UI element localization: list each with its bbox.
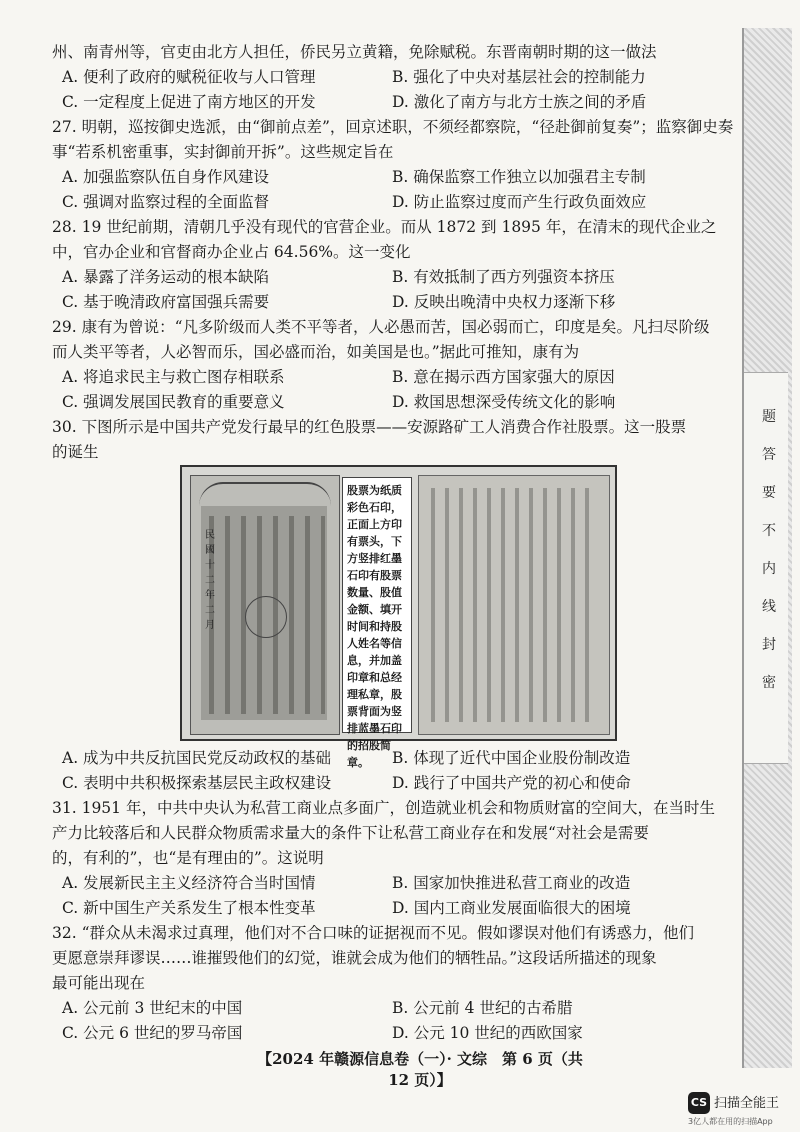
stock-caption: 股票为纸质彩色石印，正面上方印有票头，下方竖排红墨石印有股票数量、股值金额、填开时间和持股人姓名等信息，并加盖印章和总经理私章，股票背面为竖排蓝墨石印的招股简章。 (342, 477, 412, 733)
option-b: B. 国家加快推进私营工商业的改造 (392, 874, 631, 892)
q26-options-row1 (52, 65, 732, 90)
page-footer: 【2024 年赣源信息卷（一）· 文综 第 6 页（共 12 页）】 (257, 1050, 583, 1089)
camscanner-icon: CS (688, 1092, 710, 1114)
q29-stem-1: 29. 康有为曾说：“凡多阶级而人类不平等者，人必愚而苦，国必弱而亡，印度是矣。凡扫尽阶级 (52, 318, 710, 336)
stock-date-label: 民國十二年二月 (205, 530, 215, 631)
seal-char: 封 (762, 637, 776, 653)
stock-front-image (190, 475, 340, 735)
option-a: A. 便利了政府的赋税征收与人口管理 (62, 68, 316, 86)
q30-options-row2 (52, 771, 732, 796)
option-b: B. 确保监察工作独立以加强君主专制 (392, 168, 646, 186)
q28-stem-1: 28. 19 世纪前期，清朝几乎没有现代的官营企业。而从 1872 到 1895 年，在清末的现代企业之 (52, 218, 717, 236)
q29-options-row2 (52, 390, 732, 415)
q28-options-row2 (52, 290, 732, 315)
q32-stem-1: 32. “群众从未渴求过真理，他们对不合口味的证据视而不见。假如谬误对他们有诱惑力，他们 (52, 924, 695, 942)
option-b: B. 意在揭示西方国家强大的原因 (392, 368, 615, 386)
seal-char: 内 (762, 561, 776, 577)
q26-stem: 州、南青州等，官吏由北方人担任，侨民另立黄籍，免除赋税。东晋南朝时期的这一做法 (52, 43, 657, 61)
seal-char: 不 (762, 523, 776, 539)
seal-line-notice (758, 398, 780, 702)
option-d: D. 践行了中国共产党的初心和使命 (392, 774, 631, 792)
option-a: A. 发展新民主主义经济符合当时国情 (62, 874, 316, 892)
option-b: B. 体现了近代中国企业股份制改造 (392, 749, 631, 767)
option-d: D. 国内工商业发展面临很大的困境 (392, 899, 631, 917)
option-c: C. 表明中共积极探索基层民主政权建设 (62, 774, 332, 792)
questions-26-30 (52, 40, 732, 465)
q27-stem-1: 27. 明朝，巡按御史选派，由“御前点差”，回京述职，不须经都察院，“径赴御前复奏”；监察御史奏 (52, 118, 734, 136)
camscanner-tagline: 3亿人都在用的扫描App (688, 1117, 773, 1126)
option-c: C. 强调对监察过程的全面监督 (62, 193, 270, 211)
q32-stem-3: 最可能出现在 (52, 974, 146, 992)
q28-stem-2: 中，官办企业和官督商办企业占 64.56%。这一变化 (52, 243, 411, 261)
option-b: B. 公元前 4 世纪的古希腊 (392, 999, 573, 1017)
option-a: A. 将追求民主与救亡图存相联系 (62, 368, 285, 386)
q32-options-row2 (52, 1021, 732, 1046)
option-a: A. 加强监察队伍自身作风建设 (62, 168, 270, 186)
q31-stem-1: 31. 1951 年，中共中央认为私营工商业点多面广，创造就业机会和物质财富的空间大，在当时生 (52, 799, 715, 817)
option-d: D. 公元 10 世纪的西欧国家 (392, 1024, 583, 1042)
option-d: D. 反映出晚清中央权力逐渐下移 (392, 293, 616, 311)
seal-char: 要 (762, 485, 776, 501)
option-c: C. 公元 6 世纪的罗马帝国 (62, 1024, 243, 1042)
seal-char: 线 (762, 599, 776, 615)
option-a: A. 成为中共反抗国民党反动政权的基础 (62, 749, 332, 767)
option-b: B. 有效抵制了西方列强资本挤压 (392, 268, 615, 286)
q27-options-row2 (52, 190, 732, 215)
stock-back-text-columns (431, 488, 597, 722)
scanner-watermark (688, 1088, 796, 1128)
seal-char: 密 (762, 675, 776, 691)
q31-options-row2 (52, 896, 732, 921)
q30-options (52, 746, 732, 796)
q26-options-row2 (52, 90, 732, 115)
q30-stem-2: 的诞生 (52, 443, 99, 461)
option-b: B. 强化了中央对基层社会的控制能力 (392, 68, 646, 86)
q28-options-row1 (52, 265, 732, 290)
q31-stem-2: 产力比较落后和人民群众物质需求量大的条件下让私营工商业存在和发展“对社会是需要 (52, 824, 649, 842)
option-c: C. 强调发展国民教育的重要意义 (62, 393, 285, 411)
option-c: C. 基于晚清政府富国强兵需要 (62, 293, 270, 311)
q32-stem-2: 更愿意崇拜谬误……谁摧毁他们的幻觉，谁就会成为他们的牺牲品。”这段话所描述的现象 (52, 949, 657, 967)
seal-char: 题 (762, 409, 776, 425)
q31-stem-3: 的，有利的”，也“是有理由的”。这说明 (52, 849, 324, 867)
stock-arch (199, 482, 331, 506)
option-d: D. 救国思想深受传统文化的影响 (392, 393, 616, 411)
camscanner-name: 扫描全能王 (714, 1096, 780, 1111)
option-d: D. 防止监察过度而产生行政负面效应 (392, 193, 647, 211)
stock-seal-stamp (245, 596, 287, 638)
q32-options-row1 (52, 996, 732, 1021)
stock-back-image (418, 475, 610, 735)
q27-stem-2: 事“若系机密重事，实封御前开拆”。这些规定旨在 (52, 143, 394, 161)
q31-options-row1 (52, 871, 732, 896)
questions-31-32 (52, 796, 732, 1046)
option-a: A. 暴露了洋务运动的根本缺陷 (62, 268, 270, 286)
q30-stem-1: 30. 下图所示是中国共产党发行最早的红色股票——安源路矿工人消费合作社股票。这一股票 (52, 418, 687, 436)
q29-options-row1 (52, 365, 732, 390)
seal-char: 答 (762, 447, 776, 463)
q30-options-row1 (52, 746, 732, 771)
option-a: A. 公元前 3 世纪末的中国 (62, 999, 243, 1017)
q29-stem-2: 而人类平等者，人必智而乐，国必盛而治，如美国是也。”据此可推知，康有为 (52, 343, 580, 361)
option-c: C. 一定程度上促进了南方地区的开发 (62, 93, 316, 111)
option-c: C. 新中国生产关系发生了根本性变革 (62, 899, 316, 917)
q27-options-row1 (52, 165, 732, 190)
option-d: D. 激化了南方与北方士族之间的矛盾 (392, 93, 647, 111)
